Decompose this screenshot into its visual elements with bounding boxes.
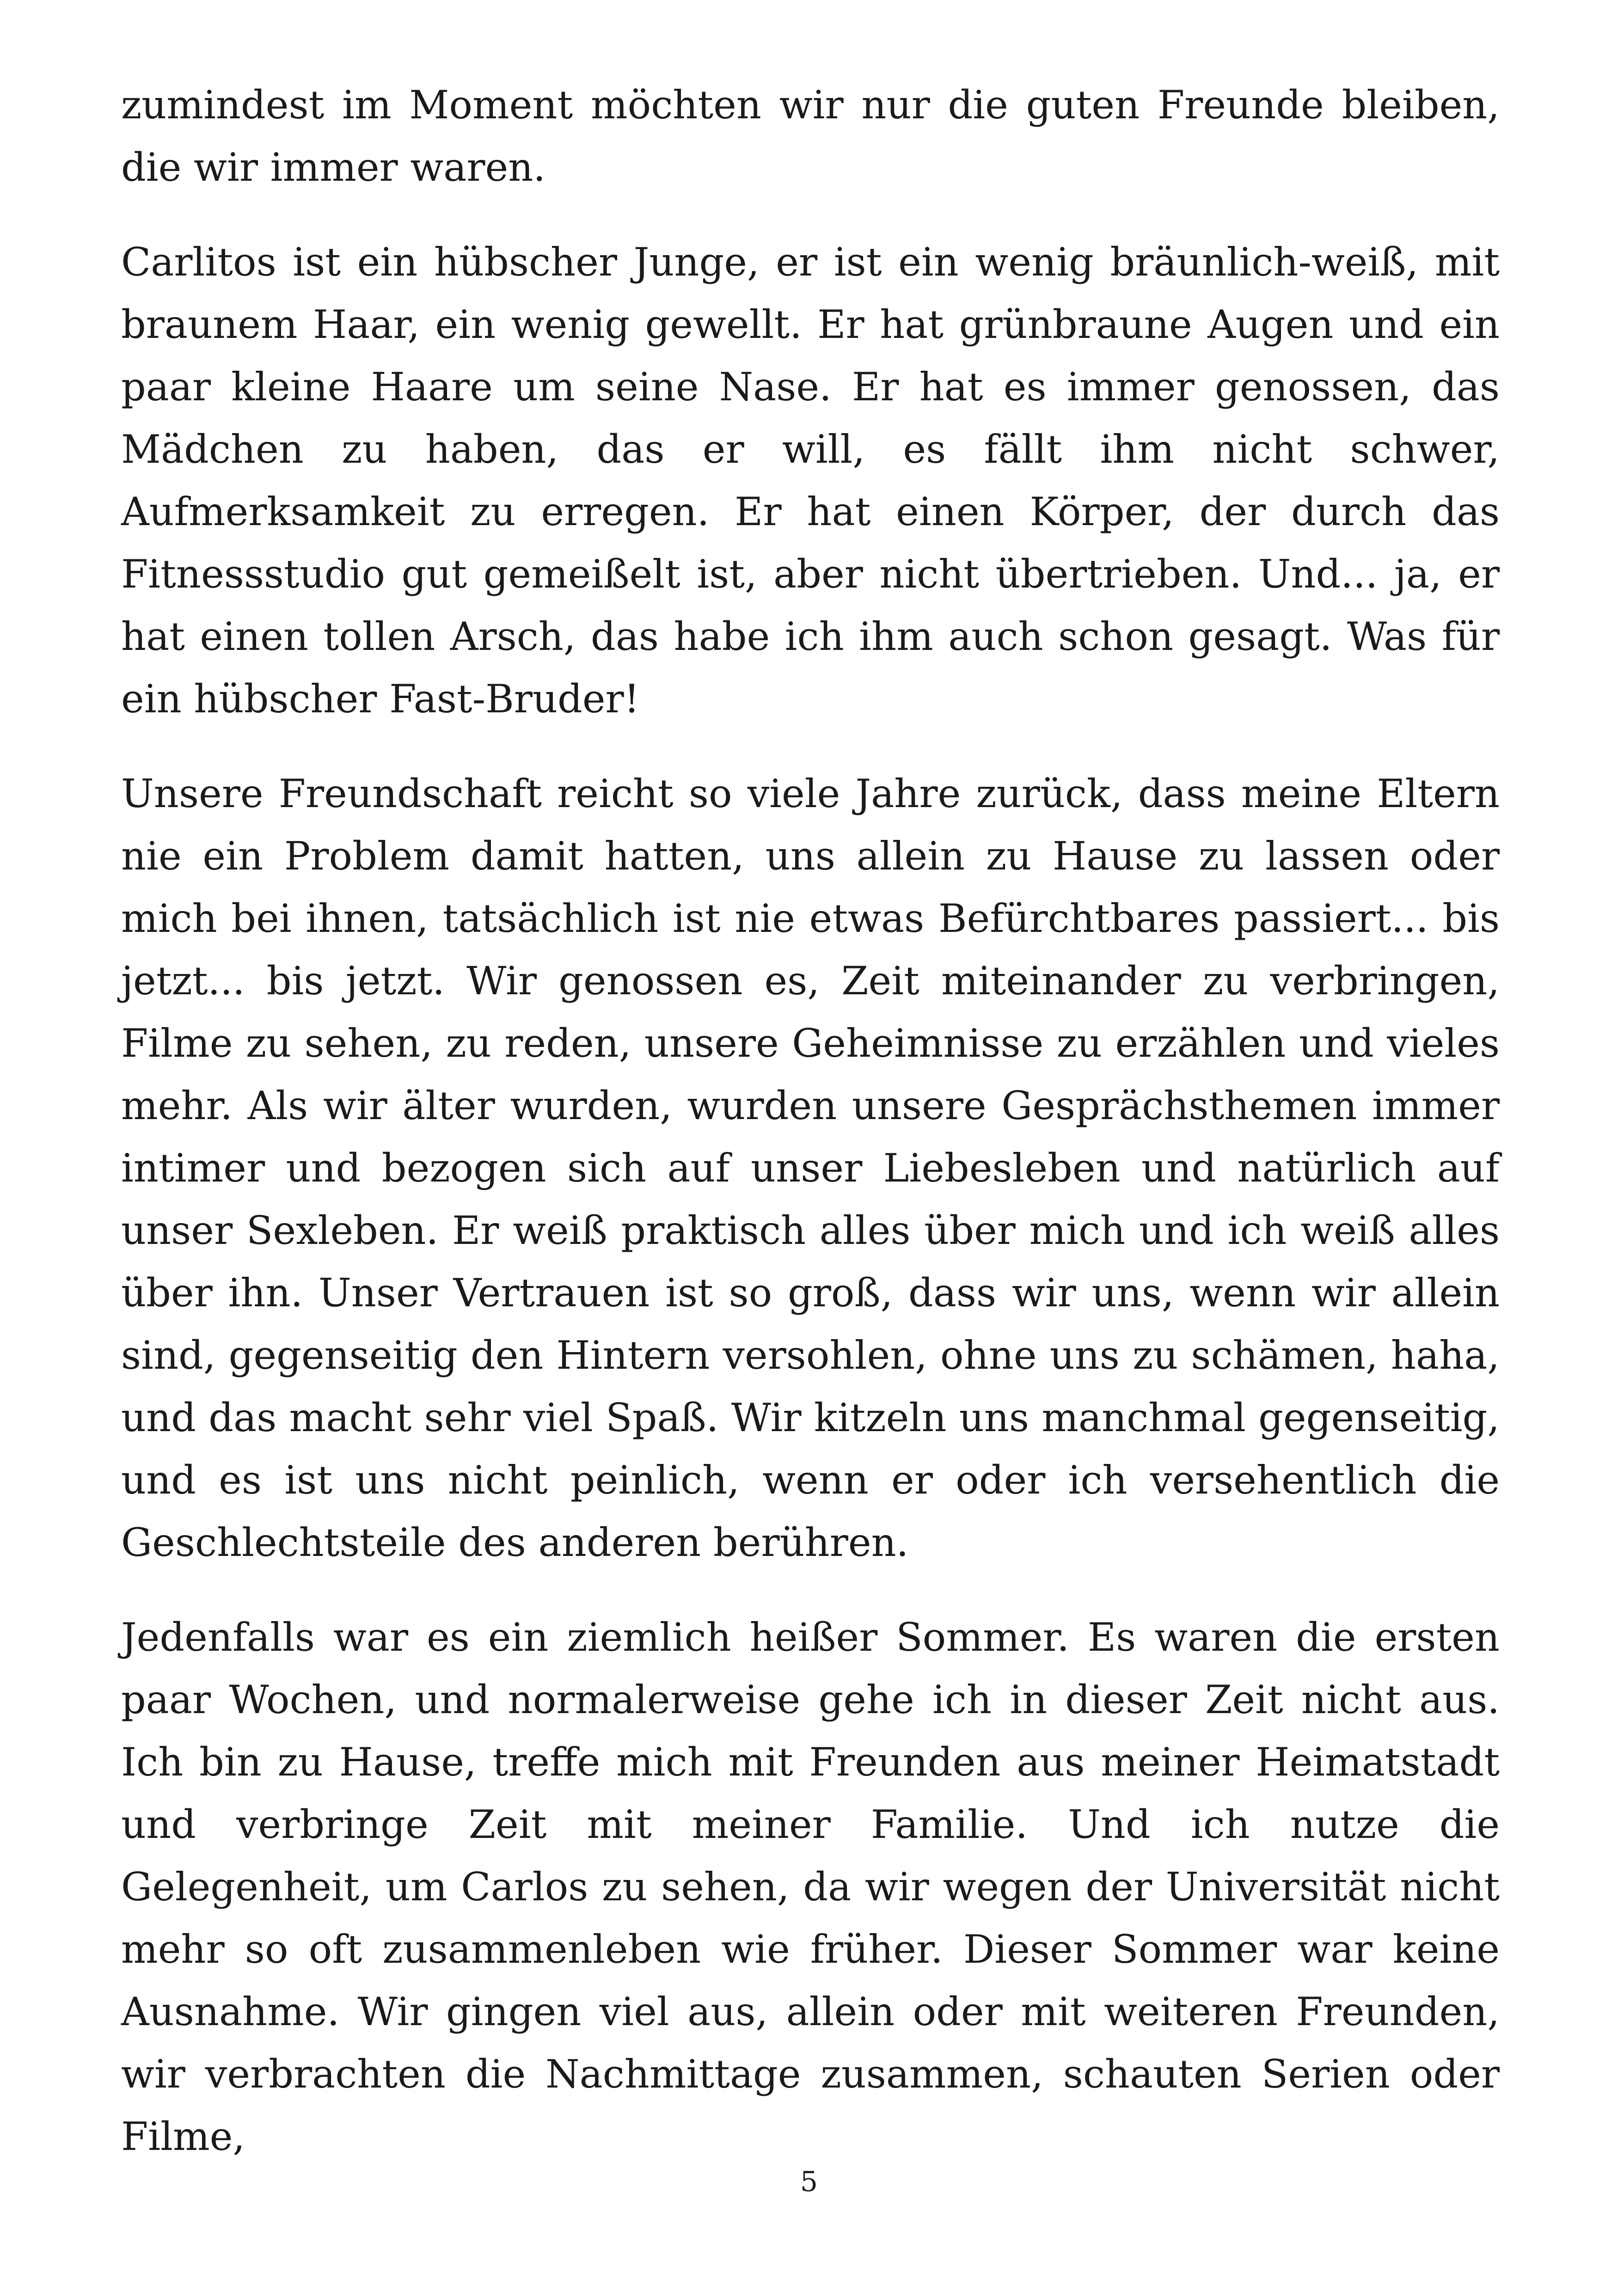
paragraph-3: Unsere Freundschaft reicht so viele Jahre zurück, dass meine Eltern nie ein Problem damit hatten, uns allein zu Hause zu lassen oder mich bei ihnen, tatsächlich ist nie etwas Befürchtbares passiert... bis jetzt... bis jetzt. Wir genossen es, Zeit miteinander zu verbringen, Filme zu sehen, zu reden, unsere Geheimnisse zu erzählen und vieles mehr. Als wir älter wurden, wurden unsere Gesprächsthemen immer intimer und bezogen sich auf unser Liebesleben und natürlich auf unser Sexleben. Er weiß praktisch alles über mich und ich weiß alles über ihn. Unser Vertrauen ist so groß, dass wir uns, wenn wir allein sind, gegenseitig den Hintern versohlen, ohne uns zu schämen, haha, und das macht sehr viel Spaß. Wir kitzeln uns manchmal gegenseitig, und es ist uns nicht peinlich, wenn er oder ich versehentlich die Geschlechtsteile des anderen berühren. [121,771,1500,1565]
paragraph-2: Carlitos ist ein hübscher Junge, er ist ein wenig bräunlich-weiß, mit braunem Haar, ein wenig gewellt. Er hat grünbraune Augen und ein paar kleine Haare um seine Nase. Er hat es immer genossen, das Mädchen zu haben, das er will, es fällt ihm nicht schwer, Aufmerksamkeit zu erregen. Er hat einen Körper, der durch das Fitnessstudio gut gemeißelt ist, aber nicht übertrieben. Und... ja, er hat einen tollen Arsch, das habe ich ihm auch schon gesagt. Was für ein hübscher Fast-Bruder! [121,239,1500,722]
body-text [121,74,1500,2200]
paragraph-1: zumindest im Moment möchten wir nur die guten Freunde bleiben, die wir immer waren. [121,82,1500,190]
paragraph-4: Jedenfalls war es ein ziemlich heißer Sommer. Es waren die ersten paar Wochen, und normalerweise gehe ich in dieser Zeit nicht aus. Ich bin zu Hause, treffe mich mit Freunden aus meiner Heimatstadt und verbringe Zeit mit meiner Familie. Und ich nutze die Gelegenheit, um Carlos zu sehen, da wir wegen der Universität nicht mehr so oft zusammenleben wie früher. Dieser Sommer war keine Ausnahme. Wir gingen viel aus, allein oder mit weiteren Freunden, wir verbrachten die Nachmittage zusammen, schauten Serien oder Filme, [121,1615,1500,2159]
page-number: 5 [800,2166,818,2198]
